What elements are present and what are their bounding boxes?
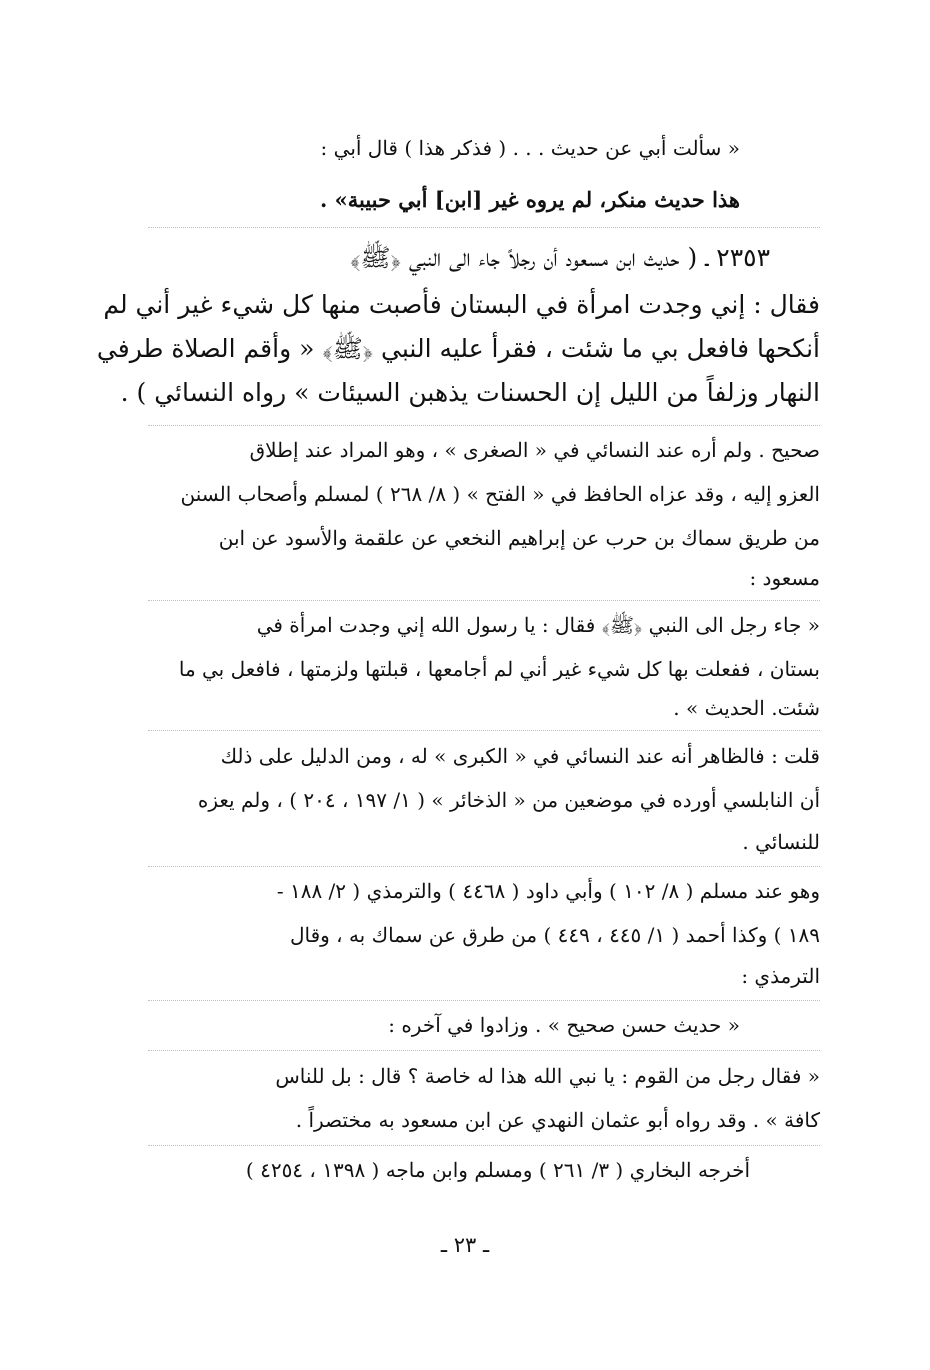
text-line: « فقال رجل من القوم : يا نبي الله هذا له خاصة ؟ قال : بل للناس xyxy=(275,1064,820,1088)
text-line: « جاء رجل الى النبي ﴿ﷺ﴾ فقال : يا رسول الله إني وجدت امرأة في xyxy=(256,613,820,637)
divider xyxy=(148,730,820,731)
text-line: مسعود : xyxy=(749,566,820,590)
text-line: أنكحها فافعل بي ما شئت ، فقرأ عليه النبي ﴿ﷺ﴾ « وأقم الصلاة طرفي xyxy=(96,334,820,363)
divider xyxy=(148,425,820,426)
text-line: أن النابلسي أورده في موضعين من « الذخائر » ( ١/ ١٩٧ ، ٢٠٤ ) ، ولم يعزه xyxy=(197,788,820,812)
text-line: كافة » . وقد رواه أبو عثمان النهدي عن ابن مسعود به مختصراً . xyxy=(295,1108,820,1132)
text-line: ٢٣٥٣ ـ ( حديث ابن مسعود أن رجلاً جاء الى النبي ﴿ﷺ﴾ xyxy=(350,243,770,272)
text-line: العزو إليه ، وقد عزاه الحافظ في « الفتح » ( ٨/ ٢٦٨ ) لمسلم وأصحاب السنن xyxy=(180,482,820,506)
text-line: « سألت أبي عن حديث . . . ( فذكر هذا ) قال أبي : xyxy=(320,136,740,160)
text-line: للنسائي . xyxy=(742,830,820,854)
text-line: قلت : فالظاهر أنه عند النسائي في « الكبرى » له ، ومن الدليل على ذلك xyxy=(220,744,820,768)
divider xyxy=(148,1145,820,1146)
text-line: ١٨٩ ) وكذا أحمد ( ١/ ٤٤٥ ، ٤٤٩ ) من طرق عن سماك به ، وقال xyxy=(289,923,820,947)
text-line: بستان ، ففعلت بها كل شيء غير أني لم أجامعها ، قبلتها ولزمتها ، فافعل بي ما xyxy=(178,657,820,681)
divider xyxy=(148,1050,820,1051)
text-line: الترمذي : xyxy=(741,964,820,988)
text-line: من طريق سماك بن حرب عن إبراهيم النخعي عن علقمة والأسود عن ابن xyxy=(218,526,820,550)
text-line: أخرجه البخاري ( ٣/ ٢٦١ ) ومسلم وابن ماجه ( ١٣٩٨ ، ٤٢٥٤ ) xyxy=(245,1158,750,1182)
text-line: وهو عند مسلم ( ٨/ ١٠٢ ) وأبي داود ( ٤٤٦٨ ) والترمذي ( ٢/ ١٨٨ - xyxy=(276,879,820,903)
text-line: فقال : إني وجدت امرأة في البستان فأصبت منها كل شيء غير أني لم xyxy=(103,290,820,319)
page-number: ـ ٢٣ ـ xyxy=(440,1233,490,1257)
text-line: صحيح . ولم أره عند النسائي في « الصغرى » ، وهو المراد عند إطلاق xyxy=(249,438,820,462)
text-line: « حديث حسن صحيح » . وزادوا في آخره : xyxy=(388,1013,740,1037)
divider xyxy=(148,600,820,601)
divider xyxy=(148,1000,820,1001)
divider xyxy=(148,227,820,228)
text-line: هذا حديث منكر، لم يروه غير [ابن] أبي حبيبة» . xyxy=(319,187,740,212)
text-line: شئت. الحديث » . xyxy=(673,696,820,720)
text-line: النهار وزلفاً من الليل إن الحسنات يذهبن السيئات » رواه النسائي ) . xyxy=(120,378,820,407)
divider xyxy=(148,866,820,867)
